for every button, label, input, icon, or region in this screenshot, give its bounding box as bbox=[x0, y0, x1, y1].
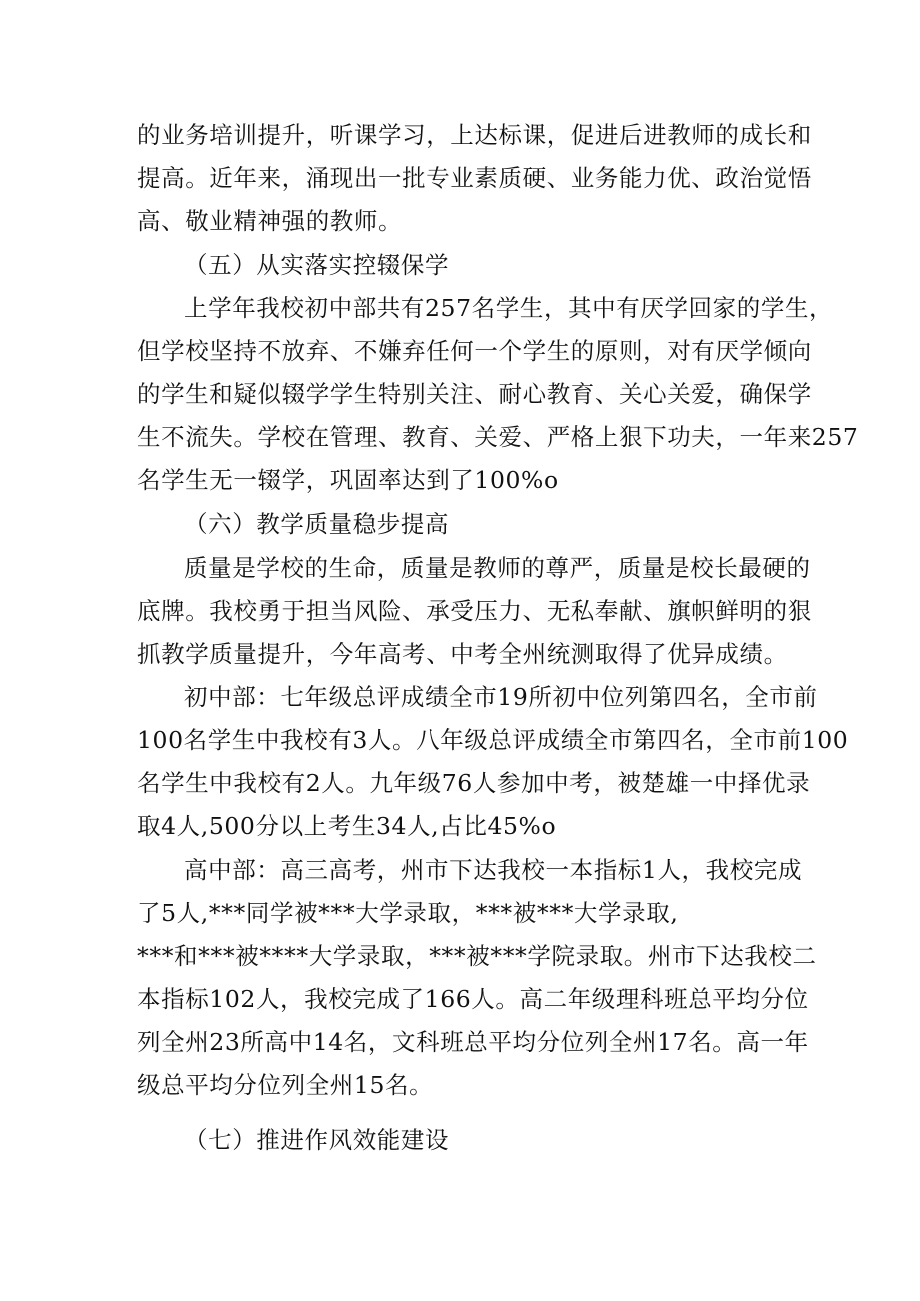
paragraph-line: 取4人,500分以上考生34人,占比45%o bbox=[137, 812, 557, 840]
paragraph-line: 本指标102人，我校完成了166人。高二年级理科班总平均分位 bbox=[137, 985, 809, 1013]
paragraph-line: 质量是学校的生命，质量是教师的尊严，质量是校长最硬的 bbox=[184, 554, 811, 582]
paragraph-line: 名学生中我校有2人。九年级76人参加中考，被楚雄一中择优录 bbox=[137, 769, 811, 797]
paragraph-line: 名学生无一辍学，巩固率达到了100%o bbox=[137, 466, 559, 494]
paragraph-line: ***和***被****大学录取，***被***学院录取。州市下达我校二 bbox=[137, 942, 817, 970]
paragraph-line: 的学生和疑似辍学学生特别关注、耐心教育、关心关爱，确保学 bbox=[137, 380, 812, 408]
paragraph-line: 底牌。我校勇于担当风险、承受压力、无私奉献、旗帜鲜明的狠 bbox=[137, 597, 812, 625]
paragraph-line: 抓教学质量提升，今年高考、中考全州统测取得了优异成绩。 bbox=[137, 640, 788, 668]
paragraph-line: 了5人,***同学被***大学录取，***被***大学录取, bbox=[137, 899, 679, 927]
paragraph-line: 的业务培训提升，听课学习，上达标课，促进后进教师的成长和 bbox=[137, 121, 812, 149]
paragraph-line: 但学校坚持不放弃、不嫌弃任何一个学生的原则，对有厌学倾向 bbox=[137, 337, 812, 365]
paragraph-line: 初中部：七年级总评成绩全市19所初中位列第四名，全市前 bbox=[184, 683, 818, 711]
section-heading: （七）推进作风效能建设 bbox=[184, 1126, 450, 1154]
paragraph-line: 列全州23所高中14名，文科班总平均分位列全州17名。高一年 bbox=[137, 1028, 809, 1056]
paragraph-line: 上学年我校初中部共有257名学生，其中有厌学回家的学生， bbox=[184, 294, 834, 322]
paragraph-line: 生不流失。学校在管理、教育、关爱、严格上狠下功夫，一年来257 bbox=[137, 423, 859, 451]
paragraph-line: 100名学生中我校有3人。八年级总评成绩全市第四名，全市前100 bbox=[137, 726, 849, 754]
section-heading: （五）从实落实控辍保学 bbox=[184, 251, 450, 279]
paragraph-line: 高、敬业精神强的教师。 bbox=[137, 207, 403, 235]
paragraph-line: 级总平均分位列全州15名。 bbox=[137, 1071, 434, 1099]
paragraph-line: 提高。近年来，涌现出一批专业素质硬、业务能力优、政治觉悟 bbox=[137, 164, 812, 192]
section-heading: （六）教学质量稳步提高 bbox=[184, 510, 450, 538]
paragraph-line: 高中部：高三高考，州市下达我校一本指标1人，我校完成 bbox=[184, 856, 803, 884]
